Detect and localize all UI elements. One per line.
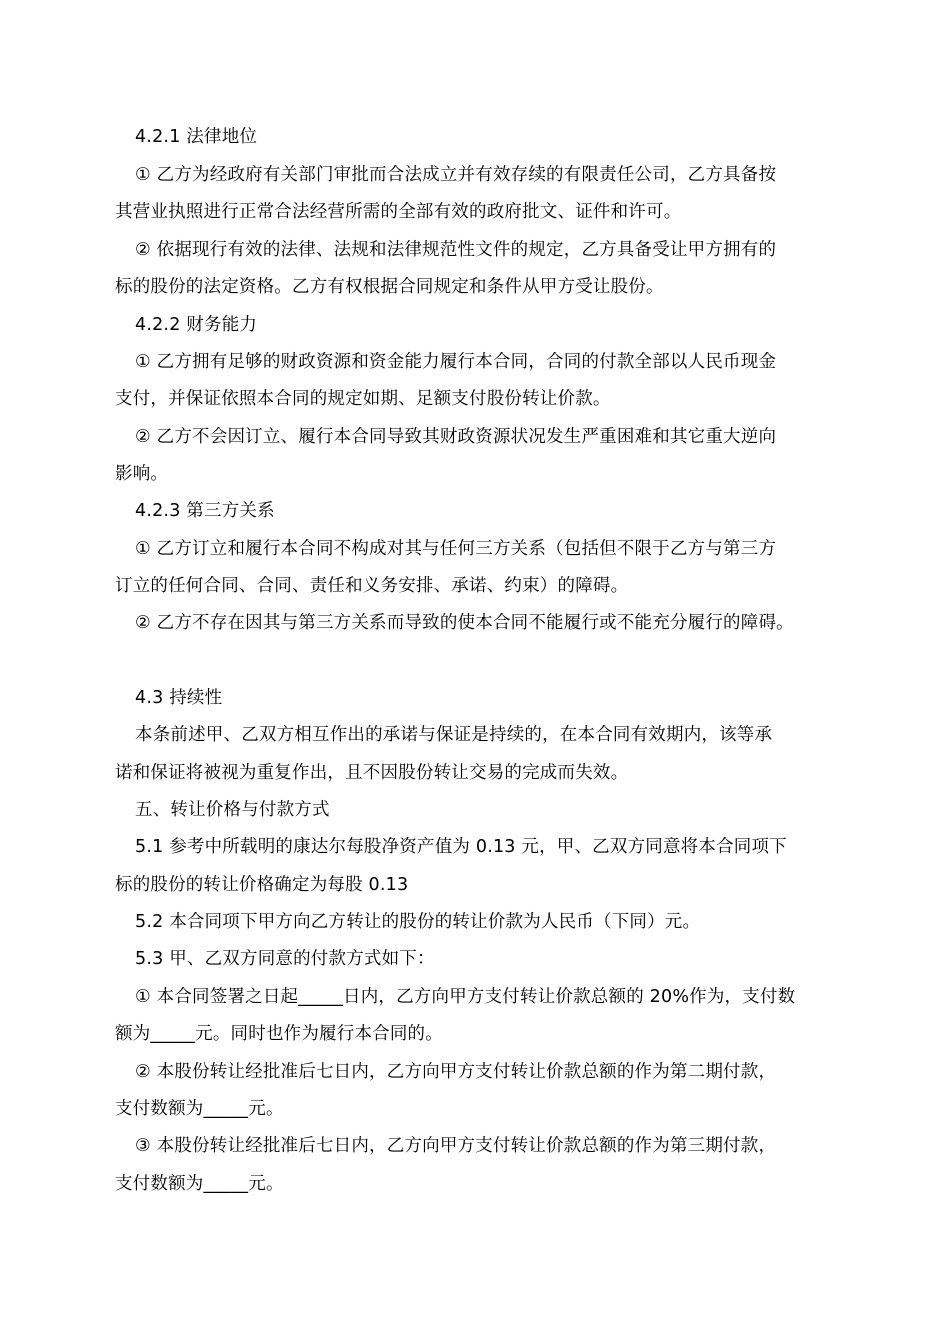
paragraph-line: ① 本合同签署之日起_____日内，乙方向甲方支付转让价款总额的 20%作为，支付数: [135, 987, 796, 1007]
paragraph-line: 支付，并保证依照本合同的规定如期、足额支付股份转让价款。: [115, 389, 611, 409]
paragraph-line: 影响。: [115, 464, 169, 484]
paragraph-line: ② 依据现行有效的法律、法规和法律规范性文件的规定，乙方具备受让甲方拥有的: [135, 240, 777, 260]
paragraph-line: ① 乙方为经政府有关部门审批而合法成立并有效存续的有限责任公司，乙方具备按: [135, 165, 777, 185]
section-heading-4-2-3: 4.2.3 第三方关系: [135, 501, 275, 521]
section-heading-5: 五、转让价格与付款方式: [135, 800, 330, 820]
paragraph-line: ③ 本股份转让经批准后七日内，乙方向甲方支付转让价款总额的作为第三期付款，: [135, 1136, 777, 1156]
paragraph-line: 订立的任何合同、合同、责任和义务安排、承诺、约束）的障碍。: [115, 576, 629, 596]
paragraph-line: ② 乙方不会因订立、履行本合同导致其财政资源状况发生严重困难和其它重大逆向: [135, 427, 777, 447]
paragraph-line: 5.2 本合同项下甲方向乙方转让的股份的转让价款为人民币（下同）元。: [135, 912, 701, 932]
paragraph-line: ① 乙方订立和履行本合同不构成对其与任何三方关系（包括但不限于乙方与第三方: [135, 539, 777, 559]
paragraph-line: ② 乙方不存在因其与第三方关系而导致的使本合同不能履行或不能充分履行的障碍。: [135, 613, 794, 633]
paragraph-line: 5.3 甲、乙双方同意的付款方式如下：: [135, 949, 435, 969]
section-heading-4-2-1: 4.2.1 法律地位: [135, 127, 258, 147]
paragraph-line: 5.1 参考中所载明的康达尔每股净资产值为 0.13 元，甲、乙双方同意将本合同项下: [135, 837, 787, 857]
paragraph-line: 标的股份的法定资格。乙方有权根据合同规定和条件从甲方受让股份。: [115, 277, 664, 297]
paragraph-line: 诺和保证将被视为重复作出，且不因股份转让交易的完成而失效。: [115, 763, 629, 783]
paragraph-line: 支付数额为_____元。: [115, 1174, 284, 1194]
paragraph-line: 标的股份的转让价格确定为每股 0.13: [115, 875, 409, 895]
paragraph-line: 其营业执照进行正常合法经营所需的全部有效的政府批文、证件和许可。: [115, 202, 682, 222]
paragraph-line: ① 乙方拥有足够的财政资源和资金能力履行本合同，合同的付款全部以人民币现金: [135, 352, 777, 372]
section-heading-4-3: 4.3 持续性: [135, 688, 223, 708]
paragraph-line: 本条前述甲、乙双方相互作出的承诺与保证是持续的，在本合同有效期内，该等承: [135, 725, 773, 745]
paragraph-line: ② 本股份转让经批准后七日内，乙方向甲方支付转让价款总额的作为第二期付款，: [135, 1062, 777, 1082]
paragraph-line: 支付数额为_____元。: [115, 1099, 284, 1119]
section-heading-4-2-2: 4.2.2 财务能力: [135, 315, 258, 335]
paragraph-line: 额为_____元。同时也作为履行本合同的。: [115, 1024, 443, 1044]
